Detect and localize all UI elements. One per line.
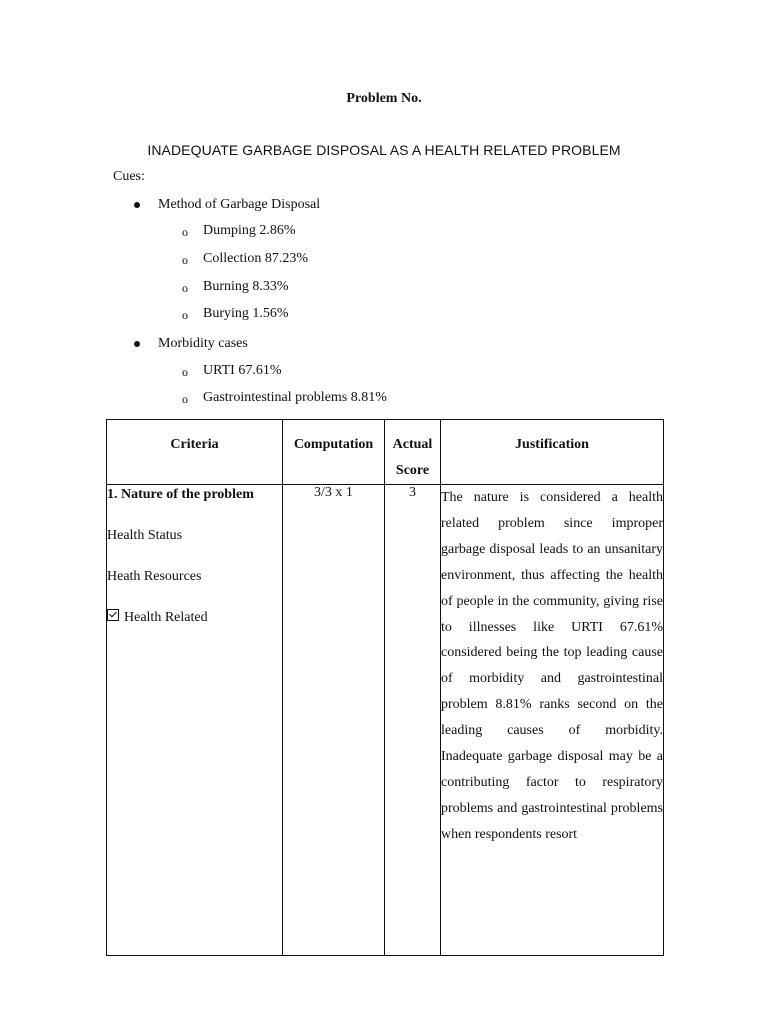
cue-item: Burning 8.33%: [203, 279, 289, 294]
sub-bullet-icon: o: [182, 281, 188, 295]
cue-item: URTI 67.61%: [203, 363, 282, 378]
sub-bullet-icon: o: [182, 308, 188, 322]
header-actual-score-line2: Score: [395, 463, 430, 478]
header-criteria: Criteria: [107, 420, 283, 485]
cue-item: Dumping 2.86%: [203, 223, 296, 238]
cue-item: Burying 1.56%: [203, 306, 289, 321]
justification-cell: The nature is considered a health related problem since improper garbage disposal leads to an unsanitary environment, thus affecting the health of people in the community, giving rise to illnesses like URTI 67.61% considered being the top leading cause of morbidity and gastrointestinal problem 8.81% ranks second on the leading causes of morbidity. Inadequate garbage disposal may be a contributing factor to respiratory problems and gastrointestinal problems when respondents resort: [441, 485, 664, 956]
header-actual-score: [385, 420, 441, 485]
table-row: [107, 485, 664, 956]
bullet-icon: [134, 202, 140, 208]
sub-bullet-icon: o: [182, 253, 188, 267]
cues-label: Cues:: [113, 169, 145, 184]
checked-box-icon: [107, 609, 119, 621]
criteria-option: Heath Resources: [107, 569, 202, 584]
criteria-option: Health Status: [107, 528, 183, 543]
page-title: Problem No.: [346, 91, 422, 106]
criteria-table: [106, 419, 664, 956]
criteria-title: 1. Nature of the problem: [107, 487, 254, 502]
bullet-icon: [134, 341, 140, 347]
header-justification: Justification: [441, 420, 664, 485]
cue-item: Gastrointestinal problems 8.81%: [203, 390, 387, 405]
header-computation: Computation: [283, 420, 385, 485]
actual-score-cell: 3: [385, 485, 441, 956]
problem-heading: INADEQUATE GARBAGE DISPOSAL AS A HEALTH RELATED PROBLEM: [147, 142, 621, 158]
criteria-option-label: Health Related: [124, 610, 208, 625]
cue-group-label: Method of Garbage Disposal: [158, 197, 321, 212]
computation-cell: 3/3 x 1: [283, 485, 385, 956]
criteria-cell: [107, 485, 283, 956]
cue-group-label: Morbidity cases: [158, 336, 248, 351]
sub-bullet-icon: o: [182, 225, 188, 239]
cue-item: Collection 87.23%: [203, 251, 308, 266]
criteria-option-checked: [107, 608, 282, 628]
sub-bullet-icon: o: [182, 365, 188, 379]
header-actual-score-line1: Actual: [392, 437, 433, 452]
sub-bullet-icon: o: [182, 392, 188, 406]
table-header-row: [107, 420, 664, 485]
